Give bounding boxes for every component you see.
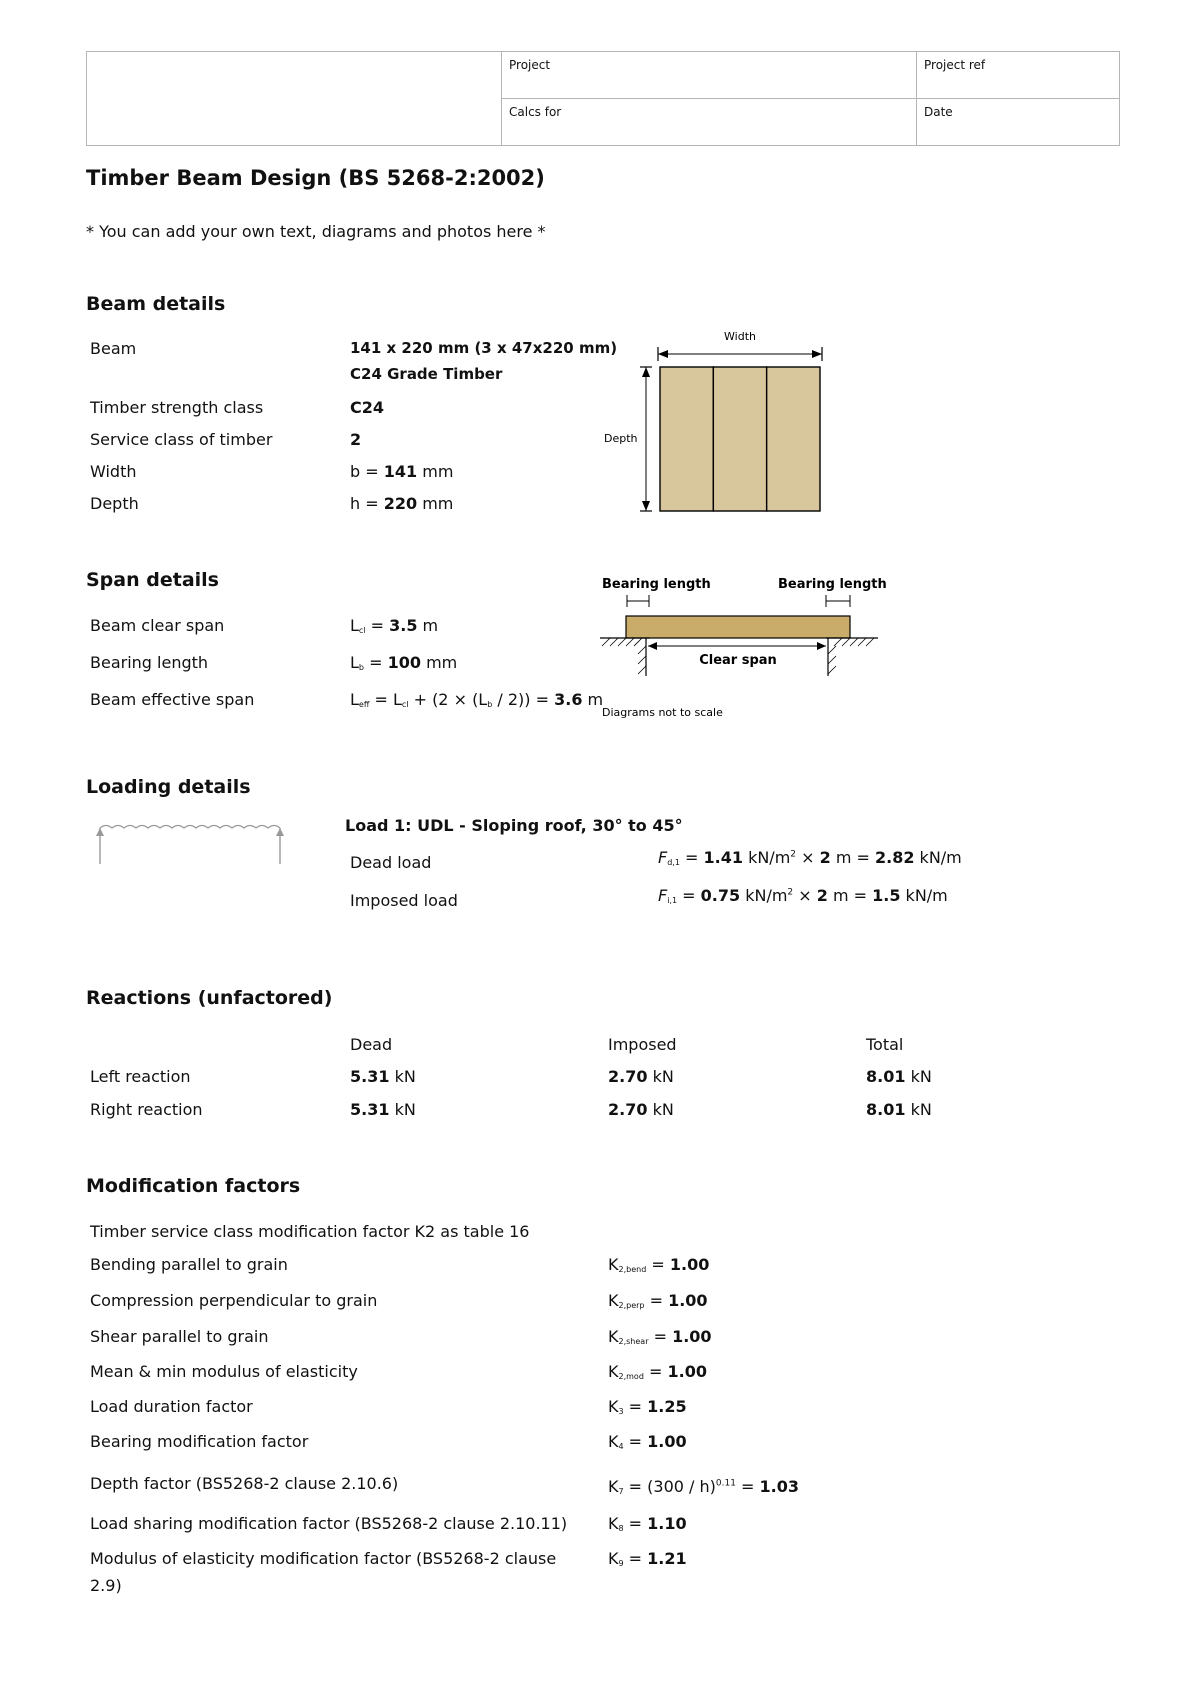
dead-load-result: 2.82: [874, 848, 915, 867]
k8-sub: 8: [618, 1524, 624, 1533]
k2-shear-sub: 2,shear: [618, 1337, 649, 1346]
k2-mod-value: 1.00: [667, 1362, 707, 1381]
k2-intro: Timber service class modification factor K2 as table 16: [90, 1222, 530, 1241]
dead-load-unit-a: kN/m: [742, 848, 791, 867]
reaction-unit: kN: [389, 1067, 416, 1086]
effective-sub-cl: cl: [401, 700, 409, 709]
k-eq: =: [644, 1291, 669, 1310]
width-arrow-right: [812, 350, 822, 358]
k7-label: Depth factor (BS5268-2 clause 2.10.6): [90, 1474, 399, 1493]
loading-details-heading: Loading details: [86, 776, 251, 798]
bearing-subscript: b: [358, 663, 364, 672]
reaction-dead: [350, 1100, 416, 1119]
k-symbol: K: [608, 1362, 619, 1381]
bearing-length-label: Bearing length: [90, 653, 209, 672]
k9-label-line1: Modulus of elasticity modification factor (BS5268-2 clause: [90, 1549, 557, 1568]
k4-sub: 4: [618, 1442, 624, 1451]
page-title: Timber Beam Design (BS 5268-2:2002): [86, 166, 545, 190]
diagrams-not-to-scale-note: Diagrams not to scale: [602, 706, 723, 719]
k2-mod-value-row: [608, 1362, 707, 1381]
dead-load-symbol: F: [658, 848, 668, 867]
imposed-load-subscript: i,1: [667, 896, 678, 905]
span-diagram: [598, 568, 888, 733]
reaction-unit: kN: [647, 1067, 674, 1086]
reaction-unit: kN: [905, 1067, 932, 1086]
udl-wave: [100, 826, 280, 829]
calcs-for-cell: [502, 99, 917, 146]
effective-formula-c: + (2 × (L: [408, 690, 488, 709]
k-symbol: K: [608, 1327, 619, 1346]
depth-unit: mm: [417, 494, 454, 513]
imposed-load-value: 0.75: [700, 886, 741, 905]
imposed-load-formula: [658, 886, 948, 905]
dead-load-sq: 2: [790, 849, 797, 860]
width-arrow-left: [658, 350, 668, 358]
k9-value-row: [608, 1549, 687, 1568]
dead-load-value: 1.41: [703, 848, 743, 867]
diagram-depth-label: Depth: [604, 432, 638, 445]
k4-label: Bearing modification factor: [90, 1432, 309, 1451]
imposed-load-result-unit: kN/m: [900, 886, 948, 905]
beam-details-heading: Beam details: [86, 293, 226, 315]
k-symbol: K: [608, 1397, 619, 1416]
k2-perp-value-row: [608, 1291, 708, 1310]
project-ref-label: Project ref: [924, 58, 986, 72]
reaction-unit: kN: [647, 1100, 674, 1119]
reaction-total-value: 8.01: [866, 1100, 906, 1119]
diagram-bearing-left-label: Bearing length: [602, 577, 711, 592]
udl-left-arrow: [96, 828, 104, 836]
bearing-length-value-row: $L_b = 100$ mm: [350, 653, 458, 672]
width-label: Width: [90, 462, 137, 481]
diagram-clear-span-label: Clear span: [699, 653, 777, 668]
logo-cell: [87, 52, 502, 146]
timber-ply: [713, 367, 766, 511]
k2-perp-sub: 2,perp: [618, 1301, 645, 1310]
k3-label: Load duration factor: [90, 1397, 253, 1416]
timber-plies: [660, 367, 820, 511]
reaction-dead-value: 5.31: [350, 1100, 390, 1119]
effective-sub-b: b: [487, 700, 493, 709]
reaction-dead: [350, 1067, 416, 1086]
header-table: [86, 51, 1120, 146]
reaction-imposed-value: 2.70: [608, 1067, 648, 1086]
width-value-row: [350, 462, 453, 481]
k7-sub: 7: [618, 1487, 624, 1496]
clear-span-arrow-right: [817, 642, 826, 650]
dead-load-width: 2: [819, 848, 831, 867]
k2-shear-value: 1.00: [672, 1327, 712, 1346]
k2-perp-label: Compression perpendicular to grain: [90, 1291, 378, 1310]
service-class-value: 2: [350, 430, 362, 449]
bearing-length-unit: mm: [420, 653, 458, 672]
udl-right-arrow: [276, 828, 284, 836]
dead-load-eq: =: [679, 848, 704, 867]
date-cell: [917, 99, 1120, 146]
intro-note: * You can add your own text, diagrams and photos here *: [86, 222, 546, 241]
imposed-load-unit-a: kN/m: [740, 886, 788, 905]
depth-value-row: [350, 494, 453, 513]
effective-formula-b: = L: [369, 690, 402, 709]
timber-ply: [767, 367, 820, 511]
effective-span-value: 3.6: [554, 690, 583, 709]
dead-load-formula: [658, 848, 962, 867]
beam-label: Beam: [90, 339, 137, 358]
clear-span-label: Beam clear span: [90, 616, 225, 635]
reaction-dead-value: 5.31: [350, 1067, 390, 1086]
effective-span-formula: [350, 690, 603, 709]
imposed-load-symbol: F: [658, 886, 668, 905]
span-details-heading: Span details: [86, 569, 219, 591]
reaction-total: [866, 1100, 932, 1119]
k8-value-row: [608, 1514, 687, 1533]
clear-span-unit: m: [417, 616, 439, 635]
effective-span-label: Beam effective span: [90, 690, 255, 709]
width-unit: mm: [417, 462, 454, 481]
k8-label: Load sharing modification factor (BS5268-2 clause 2.10.11): [90, 1514, 568, 1533]
k-eq: =: [643, 1362, 668, 1381]
depth-label: Depth: [90, 494, 139, 513]
dead-load-result-unit: kN/m: [914, 848, 962, 867]
imposed-load-result: 1.5: [872, 886, 901, 905]
k7-eq: =: [735, 1477, 760, 1496]
reaction-total-value: 8.01: [866, 1067, 906, 1086]
dead-load-times: ×: [796, 848, 820, 867]
k2-bend-value-row: [608, 1255, 709, 1274]
beam-value-line2: C24 Grade Timber: [350, 365, 503, 383]
k7-exponent: 0.11: [715, 1478, 736, 1489]
depth-arrow-top: [642, 367, 650, 377]
reaction-imposed-value: 2.70: [608, 1100, 648, 1119]
date-label: Date: [924, 105, 953, 119]
udl-load-icon: [90, 820, 300, 870]
k4-value-row: [608, 1432, 687, 1451]
reactions-col-dead: Dead: [350, 1035, 393, 1054]
k2-mod-label: Mean & min modulus of elasticity: [90, 1362, 358, 1381]
strength-class-label: Timber strength class: [90, 398, 264, 417]
k-symbol: K: [608, 1549, 619, 1568]
clear-span-symbol: L: [350, 616, 359, 635]
k-eq: =: [646, 1255, 670, 1274]
diagram-width-label: Width: [724, 330, 756, 343]
effective-span-unit: m: [582, 690, 604, 709]
width-prefix: b =: [350, 462, 384, 481]
clear-span-value: 3.5: [389, 616, 418, 635]
depth-arrow-bottom: [642, 501, 650, 511]
imposed-load-eq: =: [677, 886, 701, 905]
k-eq: =: [623, 1549, 648, 1568]
k8-value: 1.10: [647, 1514, 687, 1533]
depth-prefix: h =: [350, 494, 384, 513]
reaction-total: [866, 1067, 932, 1086]
diagram-bearing-right-label: Bearing length: [778, 577, 887, 592]
k3-sub: 3: [618, 1407, 624, 1416]
k9-value: 1.21: [647, 1549, 687, 1568]
k-symbol: K: [608, 1255, 619, 1274]
beam-section-diagram: [598, 325, 838, 515]
reactions-heading: Reactions (unfactored): [86, 987, 333, 1009]
project-ref-cell: [917, 52, 1120, 99]
clear-span-subscript: cl: [358, 626, 366, 635]
depth-value: 220: [383, 494, 418, 513]
reaction-unit: kN: [905, 1100, 932, 1119]
k-eq: =: [623, 1432, 648, 1451]
effective-symbol: L: [350, 690, 359, 709]
bearing-length-value: 100: [387, 653, 421, 672]
project-cell: [502, 52, 917, 99]
imposed-load-times: ×: [793, 886, 817, 905]
imposed-load-m: m =: [827, 886, 873, 905]
k3-value-row: [608, 1397, 687, 1416]
strength-class-value: C24: [350, 398, 385, 417]
bearing-symbol: L: [350, 653, 359, 672]
effective-sub-eff: eff: [358, 700, 370, 709]
clear-span-arrow-left: [648, 642, 657, 650]
k7-value-row: [608, 1477, 799, 1496]
k-symbol: K: [608, 1432, 619, 1451]
k2-bend-value: 1.00: [669, 1255, 710, 1274]
k2-shear-label: Shear parallel to grain: [90, 1327, 269, 1346]
reaction-unit: kN: [389, 1100, 416, 1119]
k9-label-line2: 2.9): [90, 1576, 122, 1595]
reaction-row-label: Right reaction: [90, 1100, 203, 1119]
dead-load-m: m =: [830, 848, 875, 867]
k4-value: 1.00: [647, 1432, 687, 1451]
imposed-load-label: Imposed load: [350, 891, 458, 910]
k2-shear-value-row: [608, 1327, 712, 1346]
k-eq: =: [623, 1397, 648, 1416]
k7-value: 1.03: [759, 1477, 800, 1496]
timber-ply: [660, 367, 713, 511]
reactions-col-total: Total: [866, 1035, 904, 1054]
span-beam: [626, 616, 850, 638]
k2-perp-value: 1.00: [668, 1291, 708, 1310]
service-class-label: Service class of timber: [90, 430, 273, 449]
width-value: 141: [383, 462, 418, 481]
effective-formula-d: / 2)) =: [492, 690, 555, 709]
k2-bend-label: Bending parallel to grain: [90, 1255, 288, 1274]
reaction-imposed: [608, 1067, 674, 1086]
k-eq: =: [623, 1514, 648, 1533]
calcs-for-label: Calcs for: [509, 105, 562, 119]
k-eq: =: [648, 1327, 673, 1346]
modification-factors-heading: Modification factors: [86, 1175, 301, 1197]
dead-load-label: Dead load: [350, 853, 432, 872]
reaction-imposed: [608, 1100, 674, 1119]
beam-value-line1: 141 x 220 mm (3 x 47x220 mm): [350, 339, 618, 357]
k9-sub: 9: [618, 1559, 624, 1568]
k-symbol: K: [608, 1291, 619, 1310]
k-symbol: K: [608, 1514, 619, 1533]
k3-value: 1.25: [647, 1397, 687, 1416]
imposed-load-sq: 2: [787, 887, 794, 898]
reaction-row-label: Left reaction: [90, 1067, 191, 1086]
reactions-col-imposed: Imposed: [608, 1035, 677, 1054]
clear-span-value-row: $L_{cl} = 3.5$ m: [350, 616, 439, 635]
imposed-load-width: 2: [816, 886, 828, 905]
k2-bend-sub: 2,bend: [618, 1265, 647, 1274]
k-symbol: K: [608, 1477, 619, 1496]
k2-mod-sub: 2,mod: [618, 1372, 644, 1381]
k7-formula: = (300 / h): [623, 1477, 716, 1496]
dead-load-subscript: d,1: [667, 858, 680, 867]
project-label: Project: [509, 58, 551, 72]
load-title: Load 1: UDL - Sloping roof, 30° to 45°: [345, 816, 683, 835]
